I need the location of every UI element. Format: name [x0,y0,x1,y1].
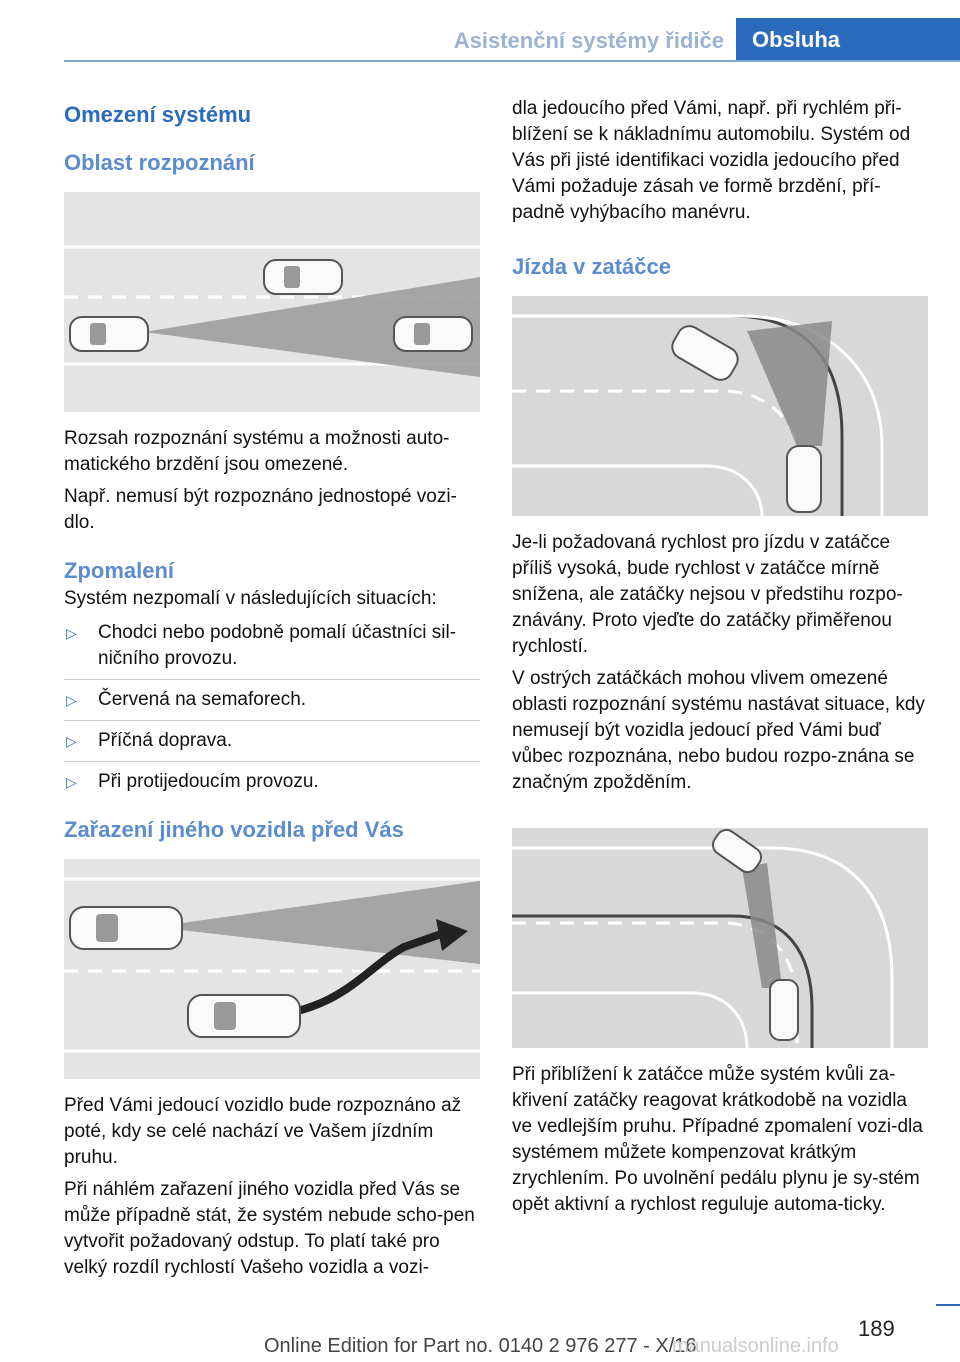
cut-in-illustration [64,859,480,1079]
detection-area-illustration [64,192,480,412]
header-rule [64,60,960,62]
curve-illustration-1 [512,296,928,516]
paragraph-continuation: dla jedoucího před Vámi, např. při rychlém při-blížení se k nákladnímu automobilu. Systém od Vás při jisté identifikaci vozidla jedoucího před Vámi požaduje zásah ve formě brzdění, pří-padně vyhýbacího manévru. [512,98,911,223]
page-number: 189 [858,1316,895,1341]
figure-curve-2 [512,828,928,1048]
figure-cut-in [64,859,480,1079]
left-column [64,100,480,1281]
paragraph-curve-1: Je-li požadovaná rychlost pro jízdu v zatáčce příliš vysoká, bude rychlost v zatáčce mírně snížena, ale zatáčky nejsou v předstihu rozpo-znávány. Proto vjeďte do zatáčky přiměřenou rychlostí. [512,532,903,657]
paragraph-range: Rozsah rozpoznání systému a možnosti auto-matického brzdění jsou omezené. [64,428,450,475]
footer-rule [936,1304,960,1306]
list-divider [64,761,480,762]
header-section-title: Asistenční systémy řidiče [453,28,724,53]
footer-watermark: manualsonline.info [672,1335,839,1357]
curve-illustration-2 [512,828,928,1048]
paragraph-slowdown-intro: Systém nezpomalí v následujících situacích: [64,588,437,609]
footer-edition: Online Edition for Part no. 0140 2 976 277 - X/16 [264,1335,697,1357]
heading-slowdown: Zpomalení [64,558,175,583]
list-item: ▷ Příčná doprava. [64,728,480,754]
slowdown-list [64,620,480,795]
figure-detection-area [64,192,480,412]
paragraph-cut-in-1: Před Vámi jedoucí vozidlo bude rozpoznáno až poté, kdy se celé nachází ve Vašem jízdním pruhu. [64,1095,462,1168]
list-item: ▷ Chodci nebo podobně pomalí účastníci sil-ničního provozu. [64,620,480,672]
paragraph-curve-3: Při přiblížení k zatáčce může systém kvůli za-křivení zatáčky reagovat krátkodobě na vozidla ve vedlejším pruhu. Případné zpomalení vozi-dla systémem můžete kompenzovat krátkým zrychlením. Po uvolnění pedálu plynu je sy-stém opět aktivní a rychlost reguluje automa-ticky. [512,1064,923,1215]
list-item: ▷ Při protijedoucím provozu. [64,769,480,795]
heading-system-limits: Omezení systému [64,102,252,127]
paragraph-single-track: Např. nemusí být rozpoznáno jednostopé vozi-dlo. [64,486,457,533]
header-tab-obsluha[interactable]: Obsluha [736,18,960,62]
figure-curve-1 [512,296,928,516]
paragraph-cut-in-2: Při náhlém zařazení jiného vozidla před Vás se může případně stát, že systém nebude scho-pen vytvořit požadovaný odstup. To platí také pro velký rozdíl rychlostí Vašeho vozidla a vozi- [64,1179,475,1278]
right-column [512,96,928,1218]
list-divider [64,679,480,680]
heading-curve: Jízda v zatáčce [512,254,671,279]
paragraph-curve-2: V ostrých zatáčkách mohou vlivem omezené oblasti rozpoznání systému nastávat situace, kdy nemusejí být vozidla jedoucí před Vámi buď vůbec rozpoznána, nebo budou rozpo-znána se značným zpožděním. [512,668,925,793]
list-divider [64,720,480,721]
heading-detection-area: Oblast rozpoznání [64,150,255,175]
list-item: ▷ Červená na semaforech. [64,687,480,713]
heading-cut-in: Zařazení jiného vozidla před Vás [64,817,404,842]
